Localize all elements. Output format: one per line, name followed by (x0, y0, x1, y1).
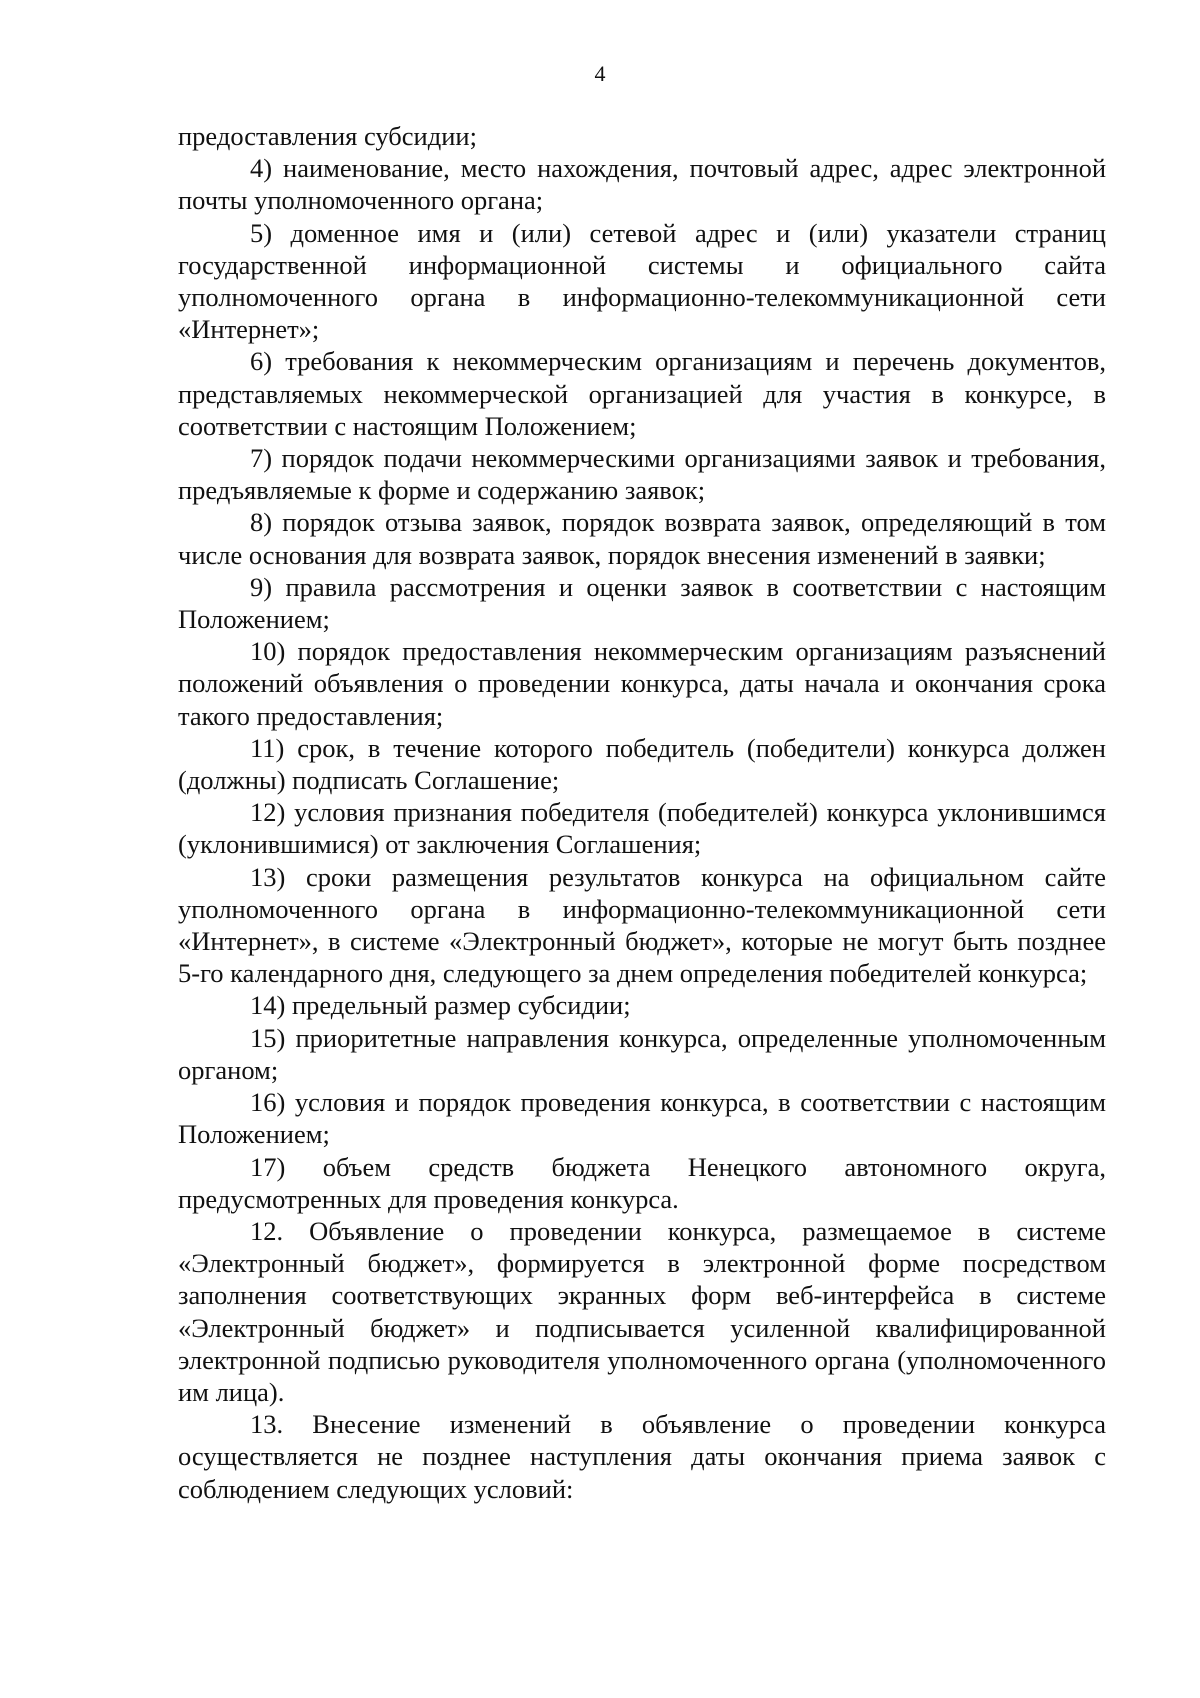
list-item-12: 12) условия признания победителя (победителей) конкурса уклонившимся (уклонившимися) от заключения Соглашения; (178, 797, 1106, 860)
list-item-17: 17) объем средств бюджета Ненецкого автономного округа, предусмотренных для проведения конкурса. (178, 1151, 1106, 1214)
list-item-7: 7) порядок подачи некоммерческими организациями заявок и требования, предъявляемые к форме и содержанию заявок; (178, 443, 1106, 506)
clause-12: 12. Объявление о проведении конкурса, размещаемое в системе «Электронный бюджет», формируется в электронной форме посредством заполнения соответствующих экранных форм веб-интерфейса в системе «Электронный бюджет» и подписывается усиленной квалифицированной электронной подписью руководителя уполномоченного органа (уполномоченного им лица). (178, 1215, 1106, 1407)
paragraph-continuation: предоставления субсидии; (178, 121, 477, 151)
clause-13: 13. Внесение изменений в объявление о проведении конкурса осуществляется не позднее наступления даты окончания приема заявок с соблюдением следующих условий: (178, 1409, 1106, 1504)
list-item-9: 9) правила рассмотрения и оценки заявок в соответствии с настоящим Положением; (178, 571, 1106, 635)
list-item-5: 5) доменное имя и (или) сетевой адрес и (или) указатели страниц государственной информационной системы и официального сайта уполномоченного органа в информационно-телекоммуникационной сети «Интернет»; (178, 217, 1106, 345)
list-item-16: 16) условия и порядок проведения конкурса, в соответствии с настоящим Положением; (178, 1087, 1106, 1150)
list-item-14: 14) предельный размер субсидии; (250, 990, 631, 1021)
list-item-13: 13) сроки размещения результатов конкурса на официальном сайте уполномоченного органа в информационно-телекоммуникационной сети «Интернет», в системе «Электронный бюджет», которые не могут быть позднее 5-го календарного дня, следующего за днем определения победителей конкурса; (178, 861, 1106, 989)
list-item-10: 10) порядок предоставления некоммерческим организациям разъяснений положений объявления о проведении конкурса, даты начала и окончания срока такого предоставления; (178, 636, 1106, 731)
list-item-6: 6) требования к некоммерческим организациям и перечень документов, представляемых некоммерческой организацией для участия в конкурсе, в соответствии с настоящим Положением; (178, 346, 1106, 441)
list-item-11: 11) срок, в течение которого победитель (победители) конкурса должен (должны) подписать Соглашение; (178, 732, 1106, 796)
list-item-8: 8) порядок отзыва заявок, порядок возврата заявок, определяющий в том числе основания для возврата заявок, порядок внесения изменений в заявки; (178, 507, 1106, 570)
page-number: 4 (594, 61, 606, 86)
document-body (178, 120, 1106, 1505)
list-item-4: 4) наименование, место нахождения, почтовый адрес, адрес электронной почты уполномоченного органа; (178, 153, 1106, 216)
list-item-15: 15) приоритетные направления конкурса, определенные уполномоченным органом; (178, 1022, 1106, 1085)
